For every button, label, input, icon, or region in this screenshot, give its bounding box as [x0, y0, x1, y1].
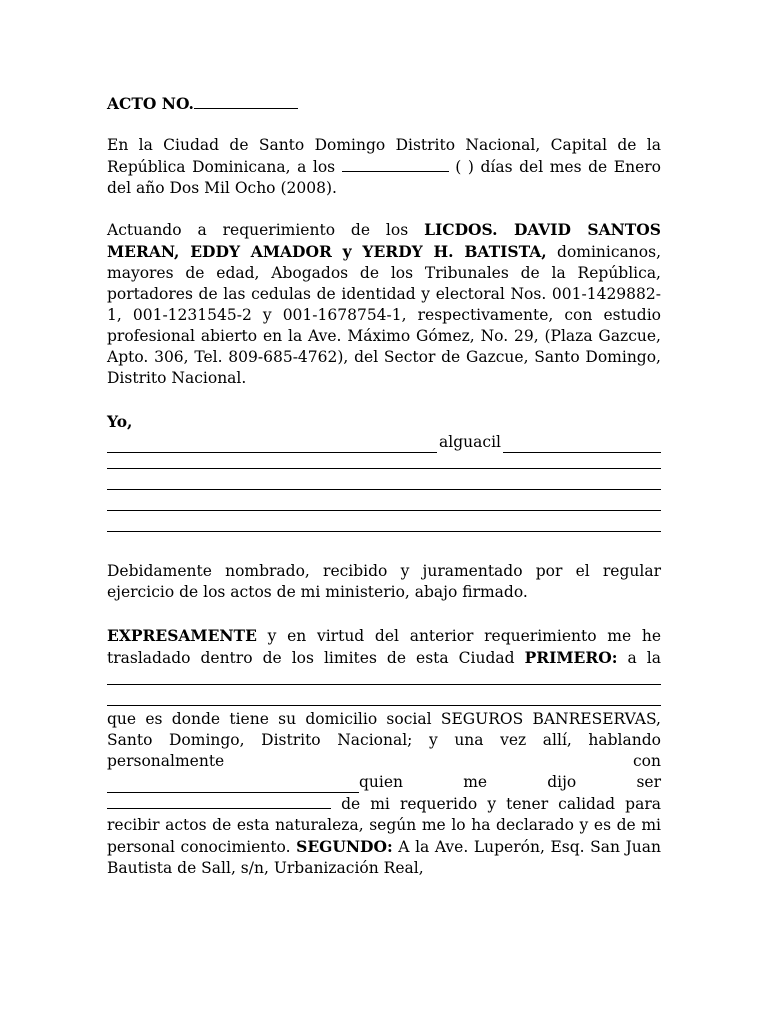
day-blank	[342, 156, 449, 172]
act-number-label: ACTO NO.	[107, 94, 194, 113]
paragraph-expresamente	[107, 625, 661, 711]
dijo-word: dijo	[547, 773, 577, 791]
ser-word: ser	[636, 773, 661, 791]
appointed-text: Debidamente nombrado, recibido y juramentado por el regular ejercicio de los actos de mi ministerio, abajo firmado.	[107, 562, 661, 601]
paragraph-date	[107, 135, 661, 199]
blank-line-6	[107, 690, 661, 711]
blank-line-1	[107, 453, 661, 474]
relation-blank	[107, 793, 331, 809]
expresamente-text: y en virtud del anterior requerimiento me he trasladado dentro de los limites de esta Ciudad	[107, 627, 661, 667]
segundo-bold: SEGUNDO:	[296, 837, 393, 856]
quality-body: de mi requerido y tener calidad para recibir actos de esta naturaleza, según me lo ha declarado y es de mi personal conocimiento.	[107, 795, 661, 856]
date-text-end: ( ) días del mes de Enero del año Dos Mil Ocho (2008).	[107, 158, 661, 197]
paragraph-requirement	[107, 219, 661, 389]
blank-line-4	[107, 516, 661, 537]
act-number-blank	[194, 93, 298, 109]
paragraph-domicile	[107, 709, 661, 879]
blank-line-5	[107, 669, 661, 690]
act-number-line	[107, 93, 661, 115]
primero-text: a la	[617, 649, 661, 667]
quien-line	[107, 772, 661, 793]
alguacil-blank	[503, 437, 661, 453]
domicile-text: que es donde tiene su domicilio social SEGUROS BANRESERVAS, Santo Domingo, Distrito Nacional; y una vez allí, hablando personalmente con	[107, 710, 661, 770]
yo-block	[107, 411, 661, 537]
date-text-start: En la Ciudad de Santo Domingo Distrito Nacional, Capital de la República Dominicana, a los	[107, 136, 661, 176]
alguacil-line	[107, 432, 661, 453]
alguacil-label: alguacil	[439, 433, 501, 451]
requirement-body: dominicanos, mayores de edad, Abogados de los Tribunales de la República, portadores de las cedulas de identidad y electoral Nos. 001-1429882-1, 001-1231545-2 y 001-1678754-1, respectivamente, con estudio profesional abierto en la Ave. Máximo Gómez, No. 29, (Plaza Gazcue, Apto. 306, Tel. 809-685-4762), del Sector de Gazcue, Santo Domingo, Distrito Nacional.	[107, 243, 661, 387]
me-word: me	[463, 773, 488, 791]
segundo-text: A la Ave. Luperón, Esq. San Juan Bautista de Sall, s/n, Urbanización Real,	[107, 838, 661, 877]
primero-bold: PRIMERO:	[524, 648, 618, 667]
lawyer-names: LICDOS. DAVID SANTOS MERAN, EDDY AMADOR y YERDY H. BATISTA,	[107, 220, 661, 261]
quality-text	[107, 793, 661, 879]
blank-line-2	[107, 474, 661, 495]
paragraph-appointed	[107, 561, 661, 603]
expresamente-bold: EXPRESAMENTE	[107, 626, 257, 645]
person-blank	[107, 777, 359, 793]
bailiff-name-blank	[107, 437, 437, 453]
quien-word: quien	[359, 773, 404, 791]
blank-line-3	[107, 495, 661, 516]
yo-label: Yo,	[107, 412, 133, 431]
requirement-intro: Actuando a requerimiento de los	[107, 221, 425, 239]
